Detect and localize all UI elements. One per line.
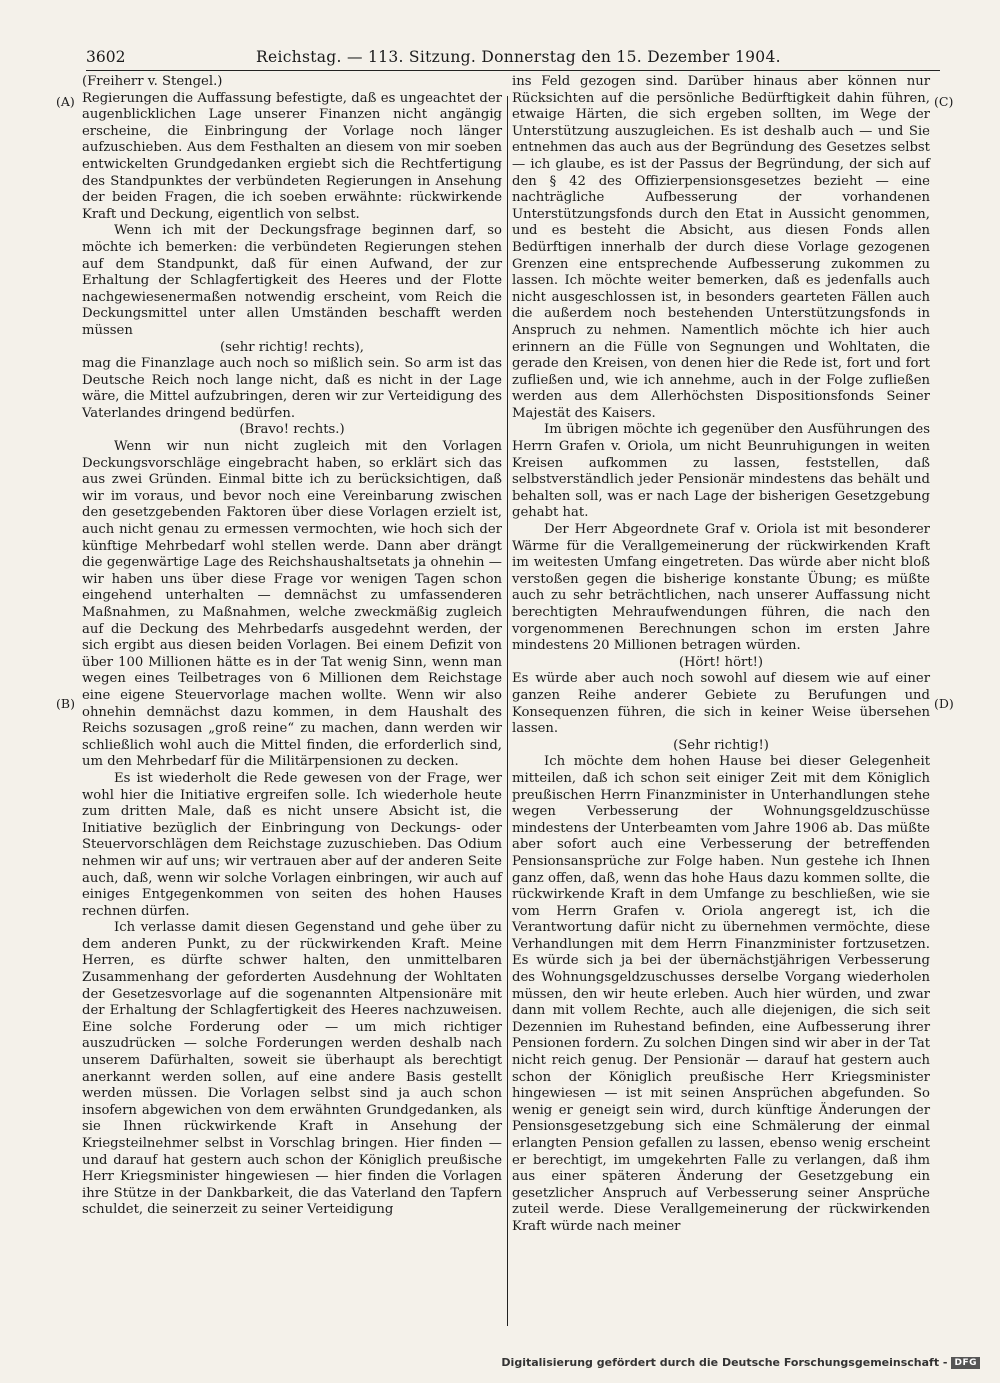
paragraph: Ich möchte dem hohen Hause bei dieser Gelegenheit mitteilen, daß ich schon seit einiger Zeit mit dem Königlich preußischen Herrn Finanzminister in Unterhandlungen stehe wegen Verbesserung der Wohnungsgeldzuschüsse mindestens der Unterbeamten vom Jahre 1906 ab. Das müßte aber sofort auch eine Verbesserung der betreffenden Pensionsansprüche zur Folge haben. Nun gestehe ich Ihnen ganz offen, daß, wenn das hohe Haus dazu kommen sollte, die rückwirkende Kraft in dem Umfange zu beschließen, wie sie vom Herrn Grafen v. Oriola angeregt ist, ich die Verantwortung dafür nicht zu übernehmen vermöchte, diese Verhandlungen mit dem Herrn Finanzminister fortzusetzen. Es würde sich ja bei der übernächstjährigen Verbesserung des Wohnungsgeldzuschusses derselbe Vorgang wiederholen müssen, den wir heute erleben. Auch hier würden, und zwar dann mit vollem Rechte, auch alle diejenigen, die sich seit Dezennien im Ruhestand befinden, eine Aufbesserung ihrer Pensionen fordern. Zu solchen Dingen sind wir aber in der Tat nicht reich genug. Der Pensionär — darauf hat gestern auch schon der Königlich preußische Herr Kriegsminister hingewiesen — ist mit seinen Ansprüchen abgefunden. So wenig er geneigt sein wird, durch künftige Änderungen der Pensionsgesetzgebung sich eine Schmälerung der einmal erlangten Pension gefallen zu lassen, ebenso wenig erscheint er berechtigt, im umgekehrten Falle zu verlangen, daß ihm aus einer späteren Änderung der Gesetzgebung ein gesetzlicher Anspruch auf Verbesserung seiner Ansprüche zuteil werde. Diese Verallgemeinerung der rückwirkenden Kraft würde nach meiner [512, 754, 930, 1234]
credit-text: Digitalisierung gefördert durch die Deutsche Forschungsgemeinschaft - [501, 1356, 948, 1369]
column-divider [507, 96, 508, 1326]
margin-mark-a: (A) [56, 94, 75, 109]
page-header [86, 48, 940, 70]
interjection: (Hört! hört!) [678, 654, 764, 670]
margin-mark-b: (B) [56, 696, 75, 711]
margin-mark-d: (D) [934, 696, 954, 711]
right-column [512, 74, 930, 1236]
digitization-credit [501, 1356, 980, 1369]
paragraph: Es würde aber auch noch sowohl auf diesem wie auf einer ganzen Reihe anderer Gebiete zu Berufungen und Konsequenzen führen, die sich in keiner Weise übersehen lassen. [512, 671, 930, 737]
page-number: 3602 [86, 48, 126, 66]
interjection: (Bravo! rechts.) [239, 422, 345, 438]
paragraph: Der Herr Abgeordnete Graf v. Oriola ist mit besonderer Wärme für die Verallgemeinerung der rückwirkenden Kraft im weitesten Umfang eingetreten. Das würde aber nicht bloß verstoßen gegen die bisherige konstante Übung; es müßte auch zu sehr beträchtlichen, nach unserer Auffassung nicht berechtigten Mehraufwendungen führen, die nach den vorgenommenen Berechnungen schon im ersten Jahre mindestens 20 Millionen betragen würden. [512, 522, 930, 654]
paragraph: Ich verlasse damit diesen Gegenstand und gehe über zu dem anderen Punkt, zu der rückwirkenden Kraft. Meine Herren, es dürfte schwer halten, den unmittelbaren Zusammenhang der geforderten Ausdehnung der Wohltaten der Gesetzesvorlage auf die sogenannten Altpensionäre mit der Erhaltung der Schlagfertigkeit des Heeres nachzuweisen. Eine solche Forderung oder — um mich richtiger auszudrücken — solche Forderungen werden deshalb nach unserem Dafürhalten, soweit sie überhaupt als berechtigt anerkannt werden sollen, auf eine andere Basis gestellt werden müssen. Die Vorlagen selbst sind ja auch schon insofern abgewichen von dem erwähnten Grundgedanken, als sie Ihnen rückwirkende Kraft in Ansehung der Kriegsteilnehmer selbst in Vorschlag bringen. Hier finden — und darauf hat gestern auch schon der Königlich preußische Herr Kriegsminister hingewiesen — hier finden die Vorlagen ihre Stütze in der Dankbarkeit, die das Vaterland den Tapfern schuldet, die seinerzeit zu seiner Verteidigung [82, 920, 502, 1218]
left-column [82, 74, 502, 1219]
speaker-label: (Freiherr v. Stengel.) [82, 74, 223, 89]
header-rule [86, 70, 940, 71]
paragraph: Es ist wiederholt die Rede gewesen von der Frage, wer wohl hier die Initiative ergreifen solle. Ich wiederhole heute zum dritten Male, daß es nicht unsere Absicht ist, die Initiative bezüglich der Einbringung von Deckungs- oder Steuervorschlägen dem Reichstage zuzuschieben. Das Odium nehmen wir auf uns; wir vertrauen aber auf der anderen Seite auch, daß, wenn wir solche Vorlagen einbringen, wir auch auf einiges Entgegenkommen von seiten des hohen Hauses rechnen dürfen. [82, 770, 502, 919]
paragraph: Wenn wir nun nicht zugleich mit den Vorlagen Deckungsvorschläge eingebracht haben, so erklärt sich das aus zwei Gründen. Einmal bitte ich zu berücksichtigen, daß wir im voraus, und bevor noch eine Vereinbarung zwischen den gesetzgebenden Faktoren über diese Vorlagen erzielt ist, auch nicht genau zu ermessen vermochten, wie hoch sich der künftige Mehrbedarf wohl stellen werde. Dann aber drängt die gegenwärtige Lage des Reichshaushaltsetats ja ohnehin — wir haben uns über diese Frage vor wenigen Tagen schon eingehend unterhalten — demnächst zu umfassenderen Maßnahmen, zu Maßnahmen, welche zweckmäßig zugleich auf die Deckung des Mehrbedarfs ausgedehnt werden, der sich ergibt aus diesen beiden Vorlagen. Bei einem Defizit von über 100 Millionen hätte es in der Tat wenig Sinn, wenn man wegen eines Teilbetrages von 6 Millionen dem Reichstage eine eigene Steuervorlage machen wollte. Wenn wir also ohnehin demnächst dazu kommen, in dem Haushalt des Reichs sozusagen „groß reine“ zu machen, dann werden wir schließlich wohl auch die Mittel finden, die erforderlich sind, um den Mehrbedarf für die Militärpensionen zu decken. [82, 439, 502, 770]
paragraph: Im übrigen möchte ich gegenüber den Ausführungen des Herrn Grafen v. Oriola, um nicht Beunruhigungen in weiten Kreisen aufkommen zu lassen, feststellen, daß selbstverständlich jeder Pensionär mindestens das behält und behalten soll, was er nach Lage der bisherigen Gesetzgebung gehabt hat. [512, 422, 930, 521]
interjection: (Sehr richtig!) [673, 737, 769, 753]
paragraph: ins Feld gezogen sind. Darüber hinaus aber können nur Rücksichten auf die persönliche Bedürftigkeit dahin führen, etwaige Härten, die sich ergeben sollten, im Wege der Unterstützung auszugleichen. Es ist deshalb auch — und Sie entnehmen das auch aus der Begründung des Gesetzes selbst — ich glaube, es ist der Passus der Begründung, der sich auf den § 42 des Offizierpensionsgesetzes bezieht — eine nachträgliche Aufbesserung der vorhandenen Unterstützungsfonds durch den Etat in Aussicht genommen, und es besteht die Absicht, aus diesen Fonds allen Bedürftigen innerhalb der durch diese Vorlage gezogenen Grenzen eine entsprechende Aufbesserung zukommen zu lassen. Ich möchte weiter bemerken, daß es jedenfalls auch nicht ausgeschlossen ist, in besonders gearteten Fällen auch die außerdem noch bestehenden Unterstützungsfonds in Anspruch zu nehmen. Namentlich möchte ich hier auch erinnern an die Fülle von Segnungen und Wohltaten, die gerade den Kreisen, von denen hier die Rede ist, fort und fort zufließen und, wie ich annehme, auch in der Folge zufließen werden aus dem Allerhöchsten Dispositionsfonds Seiner Majestät des Kaisers. [512, 74, 930, 421]
interjection: (sehr richtig! rechts), [220, 339, 364, 355]
paragraph: mag die Finanzlage auch noch so mißlich sein. So arm ist das Deutsche Reich noch lange nicht, daß es nicht in der Lage wäre, die Mittel aufzubringen, deren wir zur Verteidigung des Vaterlandes dringend bedürfen. [82, 356, 502, 421]
margin-mark-c: (C) [934, 94, 954, 109]
paragraph: Wenn ich mit der Deckungsfrage beginnen darf, so möchte ich bemerken: die verbündeten Regierungen stehen auf dem Standpunkt, daß für einen Aufwand, der zur Erhaltung der Schlagfertigkeit des Heeres und der Flotte nachgewiesenermaßen notwendig erscheint, vom Reich die Deckungsmittel unter allen Umständen beschafft werden müssen [82, 223, 502, 338]
page-title: Reichstag. — 113. Sitzung. Donnerstag den 15. Dezember 1904. [256, 48, 781, 66]
dfg-logo: DFG [951, 1357, 980, 1369]
paragraph: Regierungen die Auffassung befestigte, daß es ungeachtet der augenblicklichen Lage unserer Finanzen nicht angängig erscheine, die Einbringung der Vorlage noch länger aufzuschieben. Aus dem Festhalten an diesem von mir soeben entwickelten Grundgedanken ergiebt sich die Rechtfertigung des Standpunktes der verbündeten Regierungen in Ansehung der beiden Fragen, die ich soeben erwähnte: rückwirkende Kraft und Deckung, eigentlich von selbst. [82, 90, 502, 222]
